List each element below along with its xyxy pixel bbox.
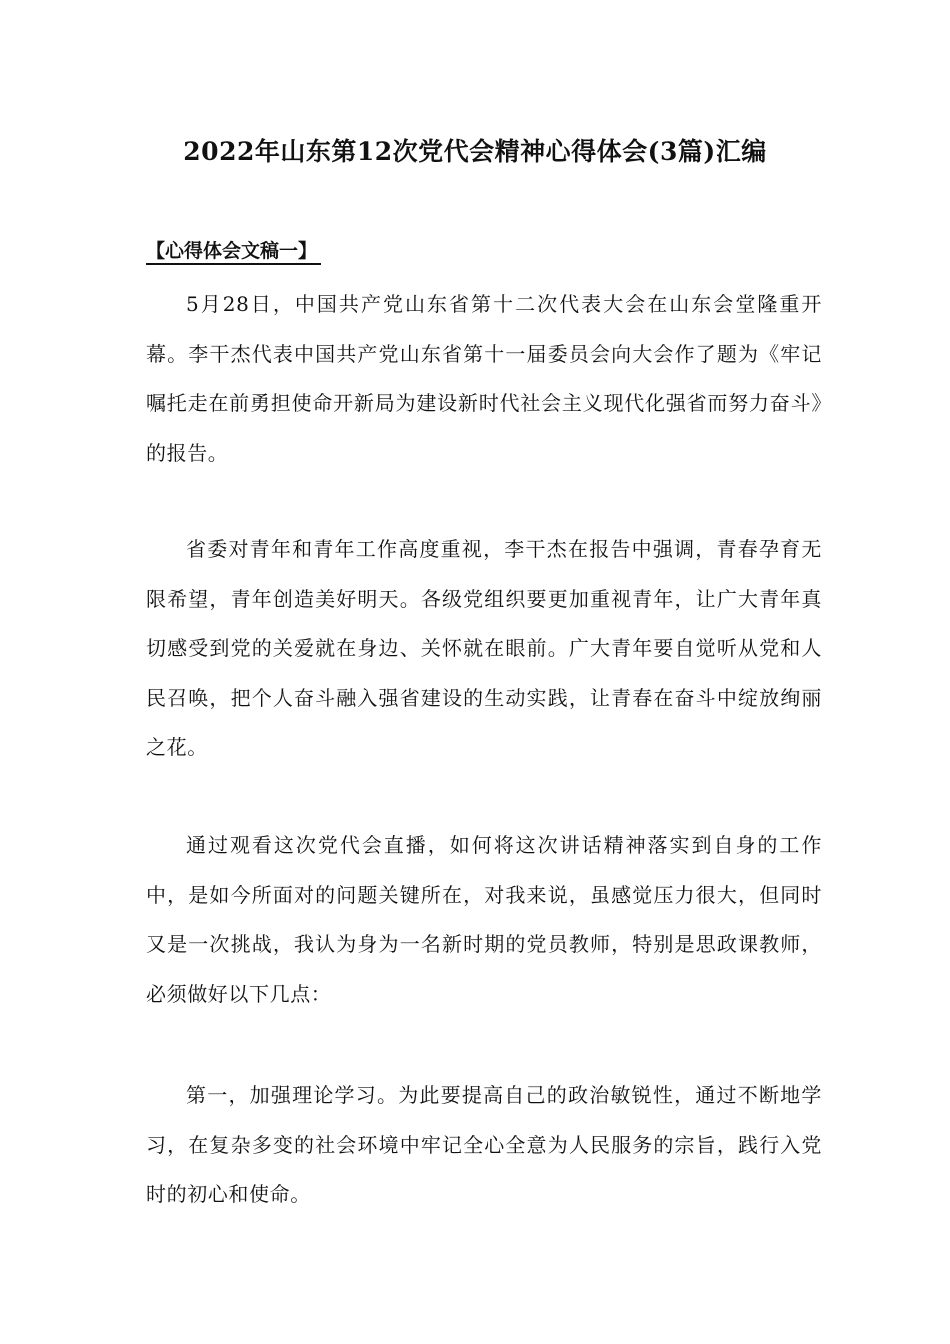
section-heading [146, 236, 321, 266]
paragraph-3: 通过观看这次党代会直播，如何将这次讲话精神落实到自身的工作中，是如今所面对的问题关键所在，对我来说，虽感觉压力很大，但同时又是一次挑战，我认为身为一名新时期的党员教师，特别是思政课教师，必须做好以下几点： [146, 833, 822, 1006]
section-heading-text: 【心得体会文稿一】 [146, 240, 321, 265]
paragraph-1: 5月28日，中国共产党山东省第十二次代表大会在山东会堂隆重开幕。李干杰代表中国共产党山东省第十一届委员会向大会作了题为《牢记嘱托走在前勇担使命开新局为建设新时代社会主义现代化强省而努力奋斗》的报告。 [146, 292, 822, 465]
paragraph-2: 省委对青年和青年工作高度重视，李干杰在报告中强调，青春孕育无限希望，青年创造美好明天。各级党组织要更加重视青年，让广大青年真切感受到党的关爱就在身边、关怀就在眼前。广大青年要自觉听从党和人民召唤，把个人奋斗融入强省建设的生动实践，让青春在奋斗中绽放绚丽之花。 [146, 537, 822, 759]
document-title: 2022年山东第12次党代会精神心得体会(3篇)汇编 [183, 137, 767, 166]
paragraph-4: 第一，加强理论学习。为此要提高自己的政治敏锐性，通过不断地学习，在复杂多变的社会环境中牢记全心全意为人民服务的宗旨，践行入党时的初心和使命。 [146, 1083, 822, 1206]
